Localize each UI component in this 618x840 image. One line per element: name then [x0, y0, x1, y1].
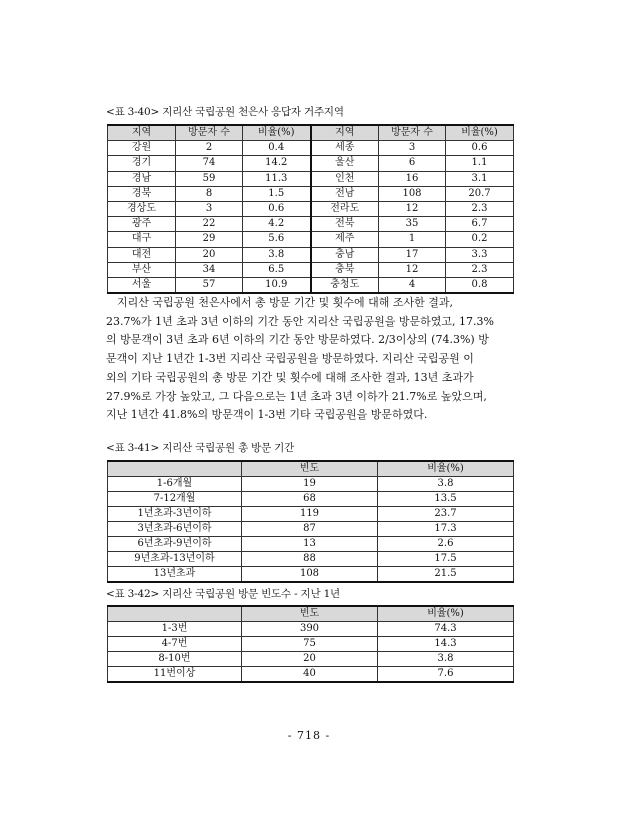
table-cell: 17.3 — [378, 522, 514, 537]
table-cell: 75 — [242, 637, 378, 652]
table-cell: 8-10번 — [108, 652, 242, 667]
column-header: 지역 — [311, 125, 379, 141]
column-header — [108, 461, 242, 477]
table-cell: 6년초과-9년이하 — [108, 537, 242, 552]
table-cell: 13년초과 — [108, 567, 242, 583]
table-row — [108, 141, 514, 156]
table-row — [108, 492, 514, 507]
table-row — [108, 522, 514, 537]
table-cell: 0.6 — [446, 141, 514, 156]
table-cell: 390 — [242, 622, 378, 637]
table-cell: 87 — [242, 522, 378, 537]
table-cell: 세종 — [311, 141, 379, 156]
table-cell: 울산 — [311, 156, 379, 171]
paragraph-line: 27.9%로 가장 높았고, 그 다음으로는 1년 초과 3년 이하가 21.7%로 높았으며, — [106, 389, 487, 403]
table-cell: 경북 — [108, 186, 176, 201]
table-cell: 광주 — [108, 217, 176, 232]
table-cell: 1 — [379, 232, 446, 247]
table-cell: 12 — [379, 202, 446, 217]
paragraph-line: 문객이 지난 1년간 1-3번 지리산 국립공원을 방문하였다. 지리산 국립공원 이 — [106, 352, 474, 366]
table-row — [108, 232, 514, 247]
table-cell: 14.2 — [243, 156, 311, 171]
table-cell: 4-7번 — [108, 637, 242, 652]
table-cell: 34 — [176, 262, 243, 277]
table-cell: 1.5 — [243, 186, 311, 201]
column-header: 빈도 — [242, 606, 378, 622]
table-cell: 3년초과-6년이하 — [108, 522, 242, 537]
table-cell: 1-6개월 — [108, 477, 242, 492]
table-cell: 4.2 — [243, 217, 311, 232]
table-header-row — [108, 461, 514, 477]
table-cell: 6.7 — [446, 217, 514, 232]
table-cell: 제주 — [311, 232, 379, 247]
table-cell: 108 — [242, 567, 378, 583]
table-row — [108, 637, 514, 652]
table-cell: 3 — [176, 202, 243, 217]
table-cell: 7.6 — [378, 667, 514, 683]
table-header-row — [108, 606, 514, 622]
table-cell: 0.4 — [243, 141, 311, 156]
table-cell: 108 — [379, 186, 446, 201]
table-cell: 20 — [176, 247, 243, 262]
table-cell: 11번이상 — [108, 667, 242, 683]
table-cell: 11.3 — [243, 171, 311, 186]
table-row — [108, 652, 514, 667]
table-cell: 부산 — [108, 262, 176, 277]
table-cell: 14.3 — [378, 637, 514, 652]
table-cell: 88 — [242, 552, 378, 567]
table-row — [108, 247, 514, 262]
table-cell: 68 — [242, 492, 378, 507]
table-cell: 13.5 — [378, 492, 514, 507]
table-40-caption: <표 3-40> 지리산 국립공원 천은사 응답자 거주지역 — [106, 106, 344, 118]
table-cell: 22 — [176, 217, 243, 232]
table-cell: 9년초과-13년이하 — [108, 552, 242, 567]
table-row — [108, 156, 514, 171]
table-cell: 경상도 — [108, 202, 176, 217]
table-cell: 인천 — [311, 171, 379, 186]
table-40-residence — [107, 124, 514, 294]
table-cell: 3.8 — [378, 477, 514, 492]
table-cell: 대전 — [108, 247, 176, 262]
table-cell: 전라도 — [311, 202, 379, 217]
table-42-caption: <표 3-42> 지리산 국립공원 방문 빈도수 - 지난 1년 — [106, 588, 341, 600]
table-cell: 2.3 — [446, 262, 514, 277]
table-cell: 3.1 — [446, 171, 514, 186]
table-cell: 7-12개월 — [108, 492, 242, 507]
table-cell: 2 — [176, 141, 243, 156]
table-cell: 59 — [176, 171, 243, 186]
table-row — [108, 217, 514, 232]
table-row — [108, 552, 514, 567]
table-cell: 119 — [242, 507, 378, 522]
table-cell: 경기 — [108, 156, 176, 171]
table-cell: 12 — [379, 262, 446, 277]
table-cell: 20 — [242, 652, 378, 667]
table-row — [108, 507, 514, 522]
table-cell: 5.6 — [243, 232, 311, 247]
table-cell: 대구 — [108, 232, 176, 247]
table-cell: 충청도 — [311, 278, 379, 294]
table-row — [108, 202, 514, 217]
table-cell: 2.6 — [378, 537, 514, 552]
column-header: 방문자 수 — [379, 125, 446, 141]
column-header: 비율(%) — [446, 125, 514, 141]
table-row — [108, 667, 514, 683]
table-cell: 13 — [242, 537, 378, 552]
table-cell: 3 — [379, 141, 446, 156]
table-cell: 경남 — [108, 171, 176, 186]
table-cell: 4 — [379, 278, 446, 294]
table-cell: 0.6 — [243, 202, 311, 217]
table-cell: 20.7 — [446, 186, 514, 201]
table-cell: 21.5 — [378, 567, 514, 583]
table-cell: 0.8 — [446, 278, 514, 294]
table-cell: 57 — [176, 278, 243, 294]
body-paragraph — [106, 294, 518, 425]
table-cell: 충남 — [311, 247, 379, 262]
table-cell: 35 — [379, 217, 446, 232]
paragraph-line: 23.7%가 1년 초과 3년 이하의 기간 동안 지리산 국립공원을 방문하였고, 17.3% — [106, 314, 494, 328]
column-header: 비율(%) — [243, 125, 311, 141]
paragraph-line: 의 방문객이 3년 초과 6년 이하의 기간 동안 방문하였다. 2/3이상의 (74.3%) 방 — [106, 333, 489, 347]
paragraph-line: 외의 기타 국립공원의 총 방문 기간 및 횟수에 대해 조사한 결과, 13년 초과가 — [106, 370, 474, 384]
table-cell: 서울 — [108, 278, 176, 294]
table-row — [108, 567, 514, 583]
table-cell: 충북 — [311, 262, 379, 277]
table-row — [108, 477, 514, 492]
table-cell: 6 — [379, 156, 446, 171]
table-42-visit-frequency — [107, 605, 514, 683]
table-cell: 1.1 — [446, 156, 514, 171]
column-header: 빈도 — [242, 461, 378, 477]
column-header: 비율(%) — [378, 606, 514, 622]
paragraph-line: 지난 1년간 41.8%의 방문객이 1-3번 기타 국립공원을 방문하였다. — [106, 408, 428, 422]
table-row — [108, 537, 514, 552]
table-41-caption: <표 3-41> 지리산 국립공원 총 방문 기간 — [106, 442, 295, 454]
table-cell: 19 — [242, 477, 378, 492]
column-header: 지역 — [108, 125, 176, 141]
table-cell: 3.3 — [446, 247, 514, 262]
table-cell: 1년초과-3년이하 — [108, 507, 242, 522]
table-cell: 74.3 — [378, 622, 514, 637]
table-cell: 40 — [242, 667, 378, 683]
table-cell: 17 — [379, 247, 446, 262]
table-row — [108, 622, 514, 637]
table-cell: 2.3 — [446, 202, 514, 217]
table-cell: 1-3번 — [108, 622, 242, 637]
table-cell: 전남 — [311, 186, 379, 201]
column-header — [108, 606, 242, 622]
table-row — [108, 278, 514, 294]
column-header: 비율(%) — [378, 461, 514, 477]
table-cell: 3.8 — [243, 247, 311, 262]
page-number: - 718 - — [287, 729, 331, 742]
table-header-row — [108, 125, 514, 141]
column-header: 방문자 수 — [176, 125, 243, 141]
table-row — [108, 171, 514, 186]
table-cell: 23.7 — [378, 507, 514, 522]
table-cell: 전북 — [311, 217, 379, 232]
table-cell: 10.9 — [243, 278, 311, 294]
table-cell: 17.5 — [378, 552, 514, 567]
table-cell: 16 — [379, 171, 446, 186]
table-cell: 강원 — [108, 141, 176, 156]
table-cell: 6.5 — [243, 262, 311, 277]
table-cell: 74 — [176, 156, 243, 171]
table-41-visit-period — [107, 460, 514, 583]
table-row — [108, 186, 514, 201]
table-cell: 3.8 — [378, 652, 514, 667]
table-cell: 0.2 — [446, 232, 514, 247]
paragraph-line: 지리산 국립공원 천은사에서 총 방문 기간 및 횟수에 대해 조사한 결과, — [117, 296, 453, 309]
table-row — [108, 262, 514, 277]
table-cell: 29 — [176, 232, 243, 247]
table-cell: 8 — [176, 186, 243, 201]
